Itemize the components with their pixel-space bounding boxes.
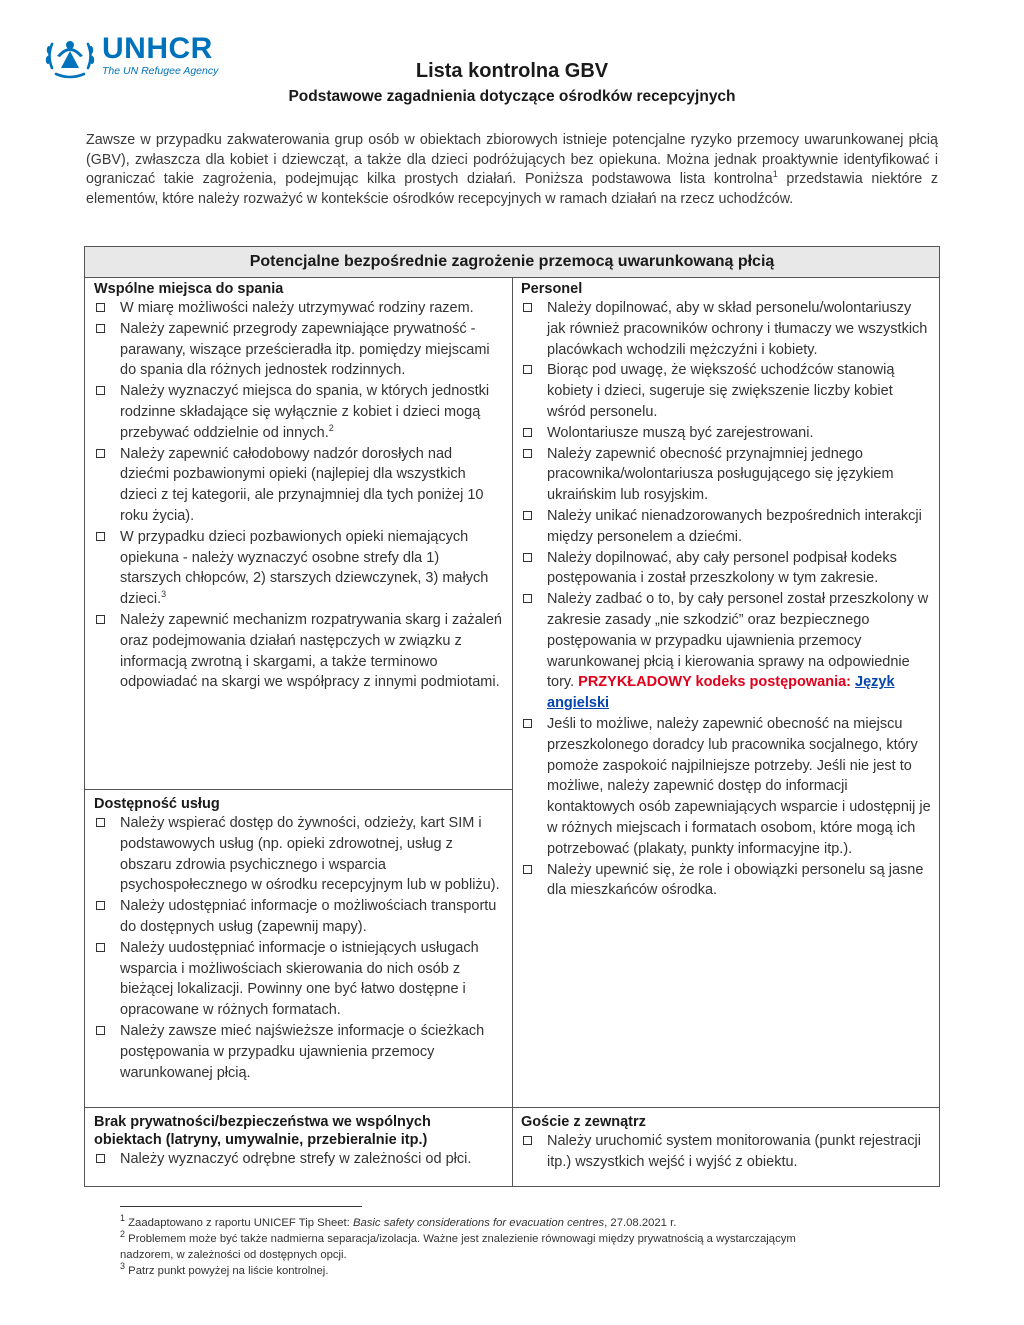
section-visitors [521, 1113, 931, 1173]
checklist-item: Należy dopilnować, aby cały personel podpisał kodeks postępowania i został przeszkolony w tym zakresie. [521, 548, 931, 590]
checklist-item: Jeśli to możliwe, należy zapewnić obecność na miejscu przeszkolonego doradcy lub pracownika socjalnego, który pomoże zaspokoić najpilniejsze potrzeby. Jeśli nie jest to możliwe, należy zapewnić dostęp do informacji kontaktowych osób zapewniających wsparcie i udostępnij je w różnych miejscach i formatach osobom, które mogą ich potrzebować (plakaty, punkty informacyjne itp.). [521, 714, 931, 860]
checklist-item: Należy dopilnować, aby w skład personelu/wolontariuszy jak również pracowników ochrony i tłumaczy we wszystkich placówkach wchodzili mężczyźni i kobiety. [521, 298, 931, 360]
logo-wordmark: UNHCR [102, 32, 213, 65]
footnote-ref[interactable]: 2 [328, 422, 334, 433]
section-shared-sleeping [94, 280, 502, 693]
footnote-ref[interactable]: 1 [772, 169, 778, 180]
checkbox[interactable] [96, 386, 105, 395]
checklist-item: Należy uudostępniać informacje o istniejących usługach wsparcia i możliwościach skierowania do nich osób z bieżącej lokalizacji. Powinny one być łatwo dostępne i opracowane w różnych formatach. [94, 938, 502, 1021]
section-title: Personel [521, 281, 583, 297]
sample-code-label: PRZYKŁADOWY kodeks postępowania: [578, 674, 852, 691]
section-title: Wspólne miejsca do spania [94, 281, 284, 297]
section-service-access [94, 795, 502, 1083]
checklist-item: Należy udostępniać informacje o możliwościach transportu do dostępnych usług (zapewnij mapy). [94, 896, 502, 938]
footnote-ref[interactable]: 3 [161, 589, 167, 600]
checklist-item: Należy zapewnić przegrody zapewniające prywatność - parawany, wiszące prześcieradła itp. pomiędzy miejscami do spania dla różnych jednostek rodzinnych. [94, 319, 502, 381]
section-title: Dostępność usług [94, 796, 220, 812]
footnote-separator [120, 1206, 362, 1207]
intro-text-cont: przedstawia niektóre z elementów, które należy rozważyć w kontekście ośrodków recepcyjnych w ramach działań na rzecz uchodźców. [86, 171, 939, 207]
checkbox[interactable] [96, 1154, 105, 1163]
checklist-table [84, 246, 940, 1187]
footnote: $^3$ Patrz punkt powyżej na liście kontrolnej. [120, 1261, 329, 1277]
footnote: $^2$ Problemem może być także nadmierna separacja/izolacja. Ważne jest znalezienie równowagi między prywatnością a wystarczającym nadzorem, w zależności od dostępnych opcji. [120, 1229, 796, 1261]
section-title: Goście z zewnątrz [521, 1114, 646, 1130]
checklist-item: Należy zawsze mieć najświeższe informacje o ścieżkach postępowania w przypadku ujawnienia przemocy warunkowanej płcią. [94, 1021, 502, 1083]
checkbox[interactable] [523, 1136, 532, 1145]
intro-text: Zawsze w przypadku zakwaterowania grup osób w obiektach zbiorowych istnieje potencjalne ryzyko przemocy uwarunkowanej płcią (GBV), zwłaszcza dla kobiet i dziewcząt, a także dla dzieci podróżujących bez opiekuna. Można jednak proaktywnie identyfikować i ograniczać takie zagrożenia, podejmując kilka prostych działań. Poniższa podstawowa lista kontrolna [86, 132, 938, 188]
checklist-item: W przypadku dzieci pozbawionych opieki niemających opiekuna - należy wyznaczyć osobne strefy dla 1) starszych chłopców, 2) starszych dziewczynek, 3) małych dzieci.$^3$ [94, 527, 502, 610]
english-link[interactable]: Język angielski [547, 674, 895, 712]
checklist-item: Należy zapewnić obecność przynajmniej jednego pracownika/wolontariusza posługującego się językiem ukraińskim lub rosyjskim. [521, 444, 931, 506]
checkbox[interactable] [523, 428, 532, 437]
logo-tagline: The UN Refugee Agency [102, 65, 219, 77]
checklist-item: Należy uruchomić system monitorowania (punkt rejestracji itp.) wszystkich wejść i wyjść z obiektu. [521, 1131, 931, 1173]
checklist-item: Należy zadbać o to, by cały personel został przeszkolony w zakresie zasady „nie szkodzić” oraz bezpiecznego postępowania w przypadku ujawnienia przemocy warunkowanej płcią i kierowania sprawy na odpowiednie tory. PRZYKŁADOWY kodeks postępowania: Język angielski [521, 589, 931, 714]
row-divider [85, 1107, 939, 1108]
checkbox[interactable] [96, 449, 105, 458]
table-header: Potencjalne bezpośrednie zagrożenie przemocą uwarunkowaną płcią [85, 247, 939, 278]
checklist-item: W miarę możliwości należy utrzymywać rodziny razem. [94, 298, 502, 319]
checklist-item: Należy zapewnić mechanizm rozpatrywania skarg i zażaleń oraz podejmowania działań następczych w związku z informacją zwrotną i skargami, a także terminowo odpowiadać na skargi we współpracy z innymi podmiotami. [94, 610, 502, 693]
checkbox[interactable] [523, 365, 532, 374]
checkbox[interactable] [523, 511, 532, 520]
checklist-item: Należy zapewnić całodobowy nadzór dorosłych nad dziećmi pozbawionymi opieki (najlepiej dla wszystkich dzieci z tej kategorii, ale przynajmniej dla tych poniżej 10 roku życia). [94, 444, 502, 527]
checkbox[interactable] [96, 324, 105, 333]
footnotes [120, 1215, 840, 1279]
page-subtitle: Podstawowe zagadnienia dotyczące ośrodków recepcyjnych [288, 88, 736, 105]
checkbox[interactable] [96, 818, 105, 827]
checkbox[interactable] [523, 449, 532, 458]
checkbox[interactable] [96, 1026, 105, 1035]
footnote: $^1$ Zaadaptowano z raportu UNICEF Tip Sheet: Basic safety considerations for evacuation centres, 27.08.2021 r. [120, 1213, 677, 1229]
row-divider [85, 789, 512, 790]
checklist-item: Wolontariusze muszą być zarejestrowani. [521, 423, 931, 444]
checkbox[interactable] [523, 719, 532, 728]
section-staff [521, 280, 931, 901]
checkbox[interactable] [96, 615, 105, 624]
checkbox[interactable] [96, 901, 105, 910]
checklist-item: Należy upewnić się, że role i obowiązki personelu są jasne dla mieszkańców ośrodka. [521, 860, 931, 902]
intro-paragraph [86, 131, 938, 209]
checklist-item: Należy wyznaczyć miejsca do spania, w których jednostki rodzinne składające się wyłącznie z kobiet i dzieci mogą przebywać oddzielnie od innych.$^2$ [94, 381, 502, 443]
section-privacy [94, 1113, 502, 1170]
checkbox[interactable] [523, 303, 532, 312]
checklist-item: Należy unikać nienadzorowanych bezpośrednich interakcji między personelem a dziećmi. [521, 506, 931, 548]
column-divider [512, 277, 513, 1186]
checkbox[interactable] [523, 553, 532, 562]
checklist-item: Należy wspierać dostęp do żywności, odzieży, kart SIM i podstawowych usług (np. opieki zdrowotnej, usług z obszaru zdrowia psychicznego i wsparcia psychospołecznego w ośrodku recepcyjnym lub w pobliżu). [94, 813, 502, 896]
checkbox[interactable] [523, 865, 532, 874]
page-title: Lista kontrolna GBV [415, 60, 609, 82]
checkbox[interactable] [96, 943, 105, 952]
checklist-item: Biorąc pod uwagę, że większość uchodźców stanowią kobiety i dzieci, sugeruje się zwiększenie liczby kobiet wśród personelu. [521, 360, 931, 422]
checkbox[interactable] [523, 594, 532, 603]
checkbox[interactable] [96, 303, 105, 312]
checklist-item: Należy wyznaczyć odrębne strefy w zależności od płci. [94, 1149, 502, 1170]
checkbox[interactable] [96, 532, 105, 541]
section-title: Brak prywatności/bezpieczeństwa we wspólnych obiektach (latryny, umywalnie, przebieralnie itp.) [94, 1114, 431, 1148]
